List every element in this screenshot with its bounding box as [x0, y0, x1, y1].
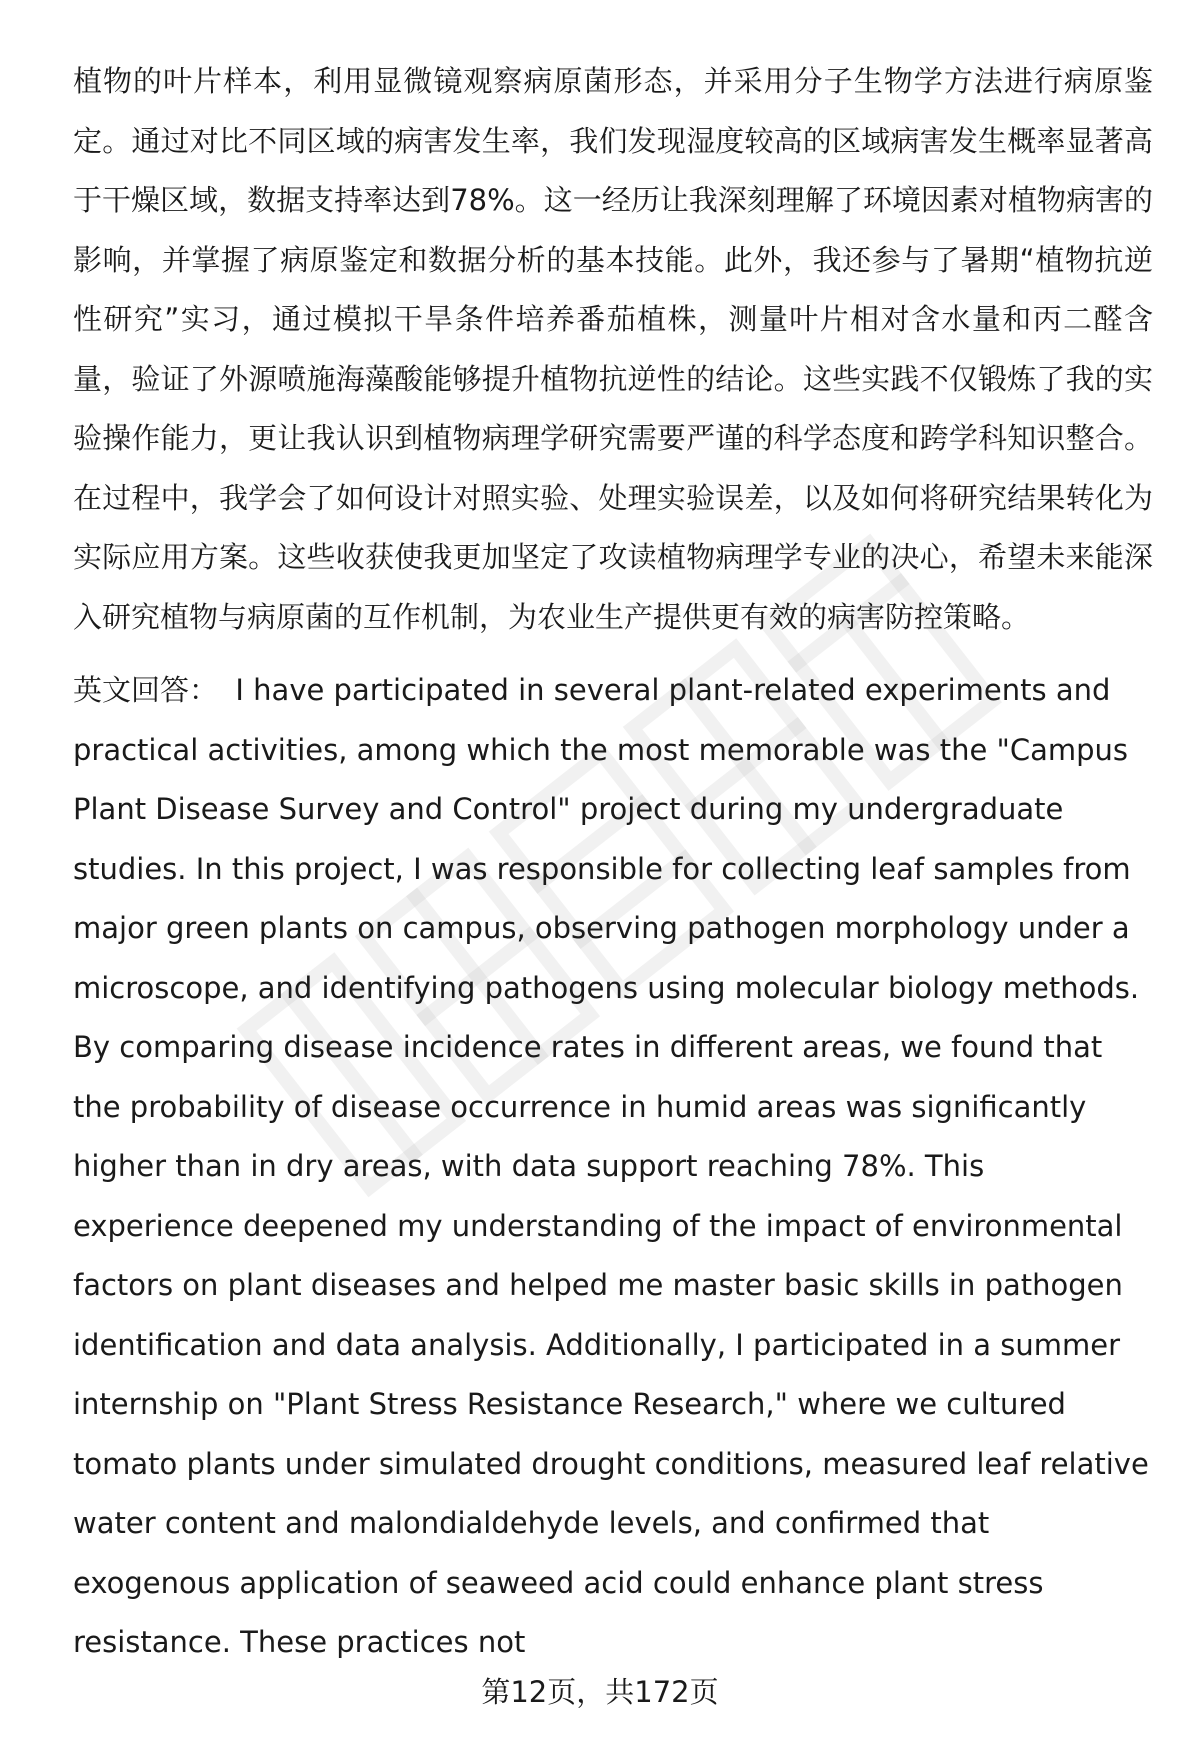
english-answer-label: 英文回答： — [73, 673, 219, 707]
chinese-answer-paragraph: 植物的叶片样本，利用显微镜观察病原菌形态，并采用分子生物学方法进行病原鉴定。通过对比不同区域的病害发生率，我们发现湿度较高的区域病害发生概率显著高于干燥区域，数据支持率达到78%。这一经历让我深刻理解了环境因素对植物病害的影响，并掌握了病原鉴定和数据分析的基本技能。此外，我还参与了暑期“植物抗逆性研究”实习，通过模拟干旱条件培养番茄植株，测量叶片相对含水量和丙二醛含量，验证了外源喷施海藻酸能够提升植物抗逆性的结论。这些实践不仅锻炼了我的实验操作能力，更让我认识到植物病理学研究需要严谨的科学态度和跨学科知识整合。在过程中，我学会了如何设计对照实验、处理实验误差，以及如何将研究结果转化为实际应用方案。这些收获使我更加坚定了攻读植物病理学专业的决心，希望未来能深入研究植物与病原菌的互作机制，为农业生产提供更有效的病害防控策略。 — [73, 64, 1153, 634]
document-page — [73, 52, 1153, 1673]
english-answer-text: I have participated in several plant-related experiments and practical activities, among which the most memorable was the "Campus Plant Disease Survey and Control" project during my undergraduate studies. In this project, I was responsible for collecting leaf samples from major green plants on campus, observing pathogen morphology under a microscope, and identifying pathogens using molecular biology methods. By comparing disease incidence rates in different areas, we found that the probability of disease occurrence in humid areas was significantly higher than in dry areas, with data support reaching 78%. This experience deepened my understanding of the impact of environmental factors on plant diseases and helped me master basic skills in pathogen identification and data analysis. Additionally, I participated in a summer internship on "Plant Stress Resistance Research," where we cultured tomato plants under simulated drought conditions, measured leaf relative water content and malondialdehyde levels, and confirmed that exogenous application of seaweed acid could enhance plant stress resistance. These practices not — [73, 673, 1149, 1659]
english-answer-paragraph — [73, 661, 1153, 1673]
page-number-footer: 第12页，共172页 — [481, 1675, 719, 1709]
